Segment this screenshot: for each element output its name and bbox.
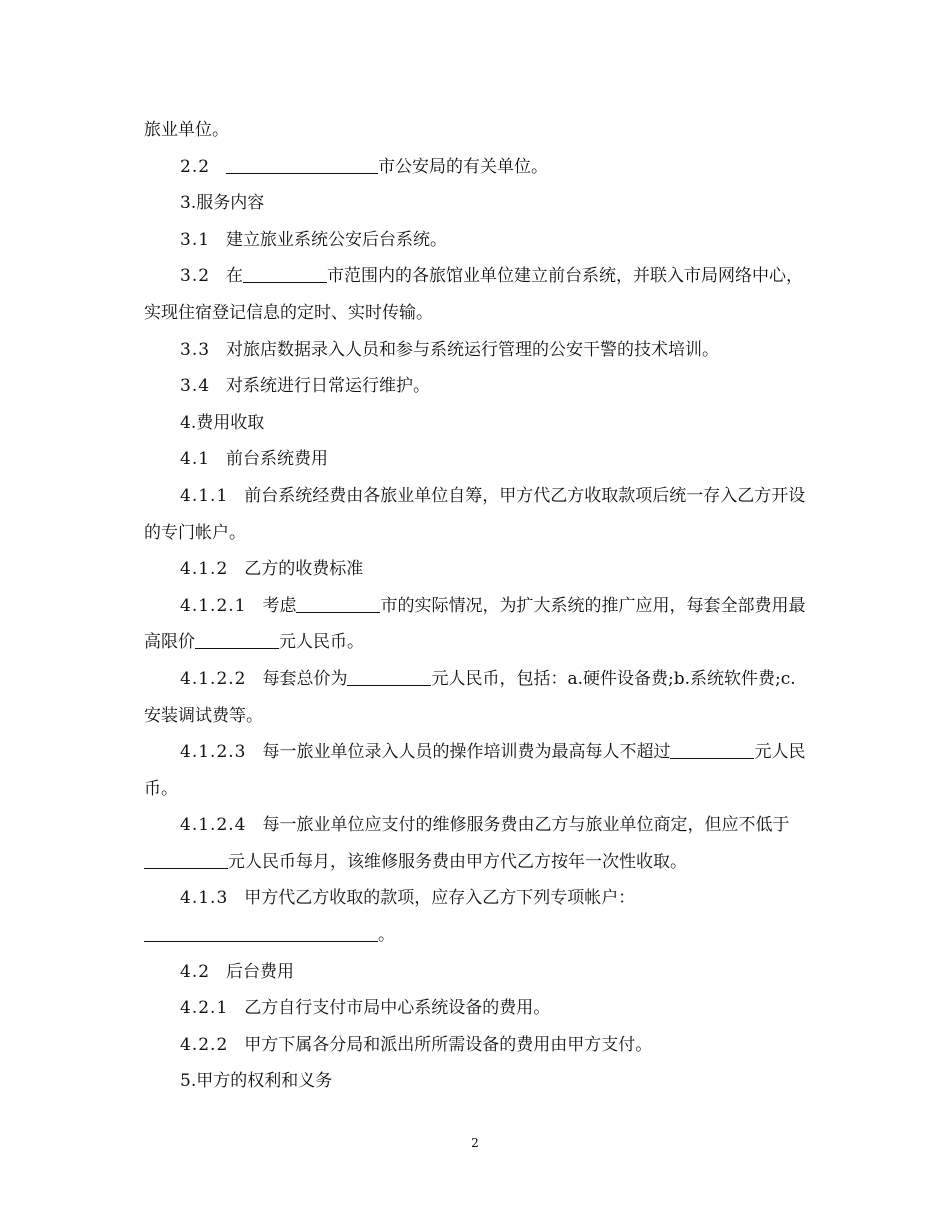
clause-number: 4.1 [180, 449, 211, 470]
contract-paragraph [144, 661, 808, 734]
fill-in-blank [243, 264, 327, 283]
contract-paragraph [144, 551, 808, 588]
contract-paragraph [144, 112, 808, 149]
contract-paragraph [144, 149, 808, 186]
clause-text: 甲方代乙方收取的款项，应存入乙方下列专项帐户： [244, 888, 636, 909]
clause-text: 对系统进行日常运行维护。 [226, 376, 431, 397]
fill-in-blank [296, 594, 380, 613]
clause-number: 3.2 [180, 266, 211, 287]
fill-in-blank [670, 740, 754, 759]
contract-paragraph [144, 405, 808, 442]
clause-number: 4.1.2.2 [180, 668, 247, 689]
contract-paragraph [144, 441, 808, 478]
contract-paragraph [144, 807, 808, 880]
paragraph-text: 3.服务内容 [180, 193, 265, 214]
clause-text: 前台系统经费由各旅业单位自筹，甲方代乙方收取款项后统一存入乙方开设的专门帐户。 [144, 485, 806, 543]
contract-paragraph [144, 954, 808, 991]
clause-number: 3.1 [180, 229, 211, 250]
clause-number: 4.2.2 [180, 1034, 229, 1055]
clause-number: 4.1.3 [180, 888, 229, 909]
contract-paragraph [144, 917, 808, 954]
contract-paragraph [144, 588, 808, 661]
clause-text: 元人民币。 [279, 632, 364, 653]
clause-text: 考虑 [262, 595, 297, 616]
contract-paragraph [144, 734, 808, 807]
clause-text: 。 [378, 925, 395, 946]
contract-paragraph [144, 478, 808, 551]
clause-text: 乙方的收费标准 [244, 559, 364, 580]
paragraph-text: 5.甲方的权利和义务 [180, 1071, 333, 1092]
clause-number: 4.1.2.1 [180, 595, 247, 616]
clause-text: 每套总价为 [262, 668, 348, 689]
fill-in-blank [347, 667, 431, 686]
clause-number: 4.1.1 [180, 485, 229, 506]
clause-text: 后台费用 [226, 961, 295, 982]
page-number: 2 [471, 1136, 479, 1150]
clause-text: 建立旅业系统公安后台系统。 [226, 229, 448, 250]
contract-paragraph [144, 990, 808, 1027]
clause-number: 4.1.2.4 [180, 815, 247, 836]
clause-number: 4.2 [180, 961, 211, 982]
clause-text: 乙方自行支付市局中心系统设备的费用。 [244, 998, 551, 1019]
clause-text: 每一旅业单位录入人员的操作培训费为最高每人不超过 [262, 742, 671, 763]
fill-in-blank [195, 630, 279, 649]
clause-text: 甲方下属各分局和派出所所需设备的费用由甲方支付。 [244, 1034, 653, 1055]
clause-text: 市的实际情况，为扩大系统的推广应用，每套全部费用最高限价 [144, 595, 806, 653]
contract-paragraph [144, 880, 808, 917]
fill-in-blank [226, 155, 378, 174]
clause-number: 3.4 [180, 376, 211, 397]
clause-text: 市范围内的各旅馆业单位建立前台系统，并联入市局网络中心，实现住宿登记信息的定时、实时传输。 [144, 266, 804, 323]
fill-in-blank [144, 850, 228, 869]
document-body [144, 112, 808, 1100]
clause-text: 在 [226, 266, 244, 287]
clause-number: 3.3 [180, 339, 211, 360]
clause-text: 市公安局的有关单位。 [378, 156, 549, 177]
contract-paragraph [144, 332, 808, 369]
fill-in-blank [144, 923, 378, 942]
clause-text: 元人民币，包括：a.硬件设备费;b.系统软件费;c.安装调试费等。 [144, 668, 796, 726]
clause-text: 对旅店数据录入人员和参与系统运行管理的公安干警的技术培训。 [226, 339, 720, 360]
clause-number: 4.2.1 [180, 998, 229, 1019]
clause-number: 4.1.2.3 [180, 742, 247, 763]
contract-paragraph [144, 222, 808, 259]
clause-text: 每一旅业单位应支付的维修服务费由乙方与旅业单位商定，但应不低于 [262, 815, 790, 836]
clause-number: 4.1.2 [180, 559, 229, 580]
clause-text: 元人民币。 [144, 742, 806, 799]
contract-paragraph [144, 258, 808, 331]
contract-paragraph [144, 1063, 808, 1100]
clause-text: 前台系统费用 [226, 449, 329, 470]
contract-paragraph [144, 185, 808, 222]
clause-text: 元人民币每月，该维修服务费由甲方代乙方按年一次性收取。 [228, 851, 687, 872]
contract-paragraph [144, 368, 808, 405]
paragraph-text: 4.费用收取 [180, 412, 265, 433]
paragraph-text: 旅业单位。 [144, 120, 229, 140]
contract-paragraph [144, 1027, 808, 1064]
clause-number: 2.2 [180, 156, 211, 177]
